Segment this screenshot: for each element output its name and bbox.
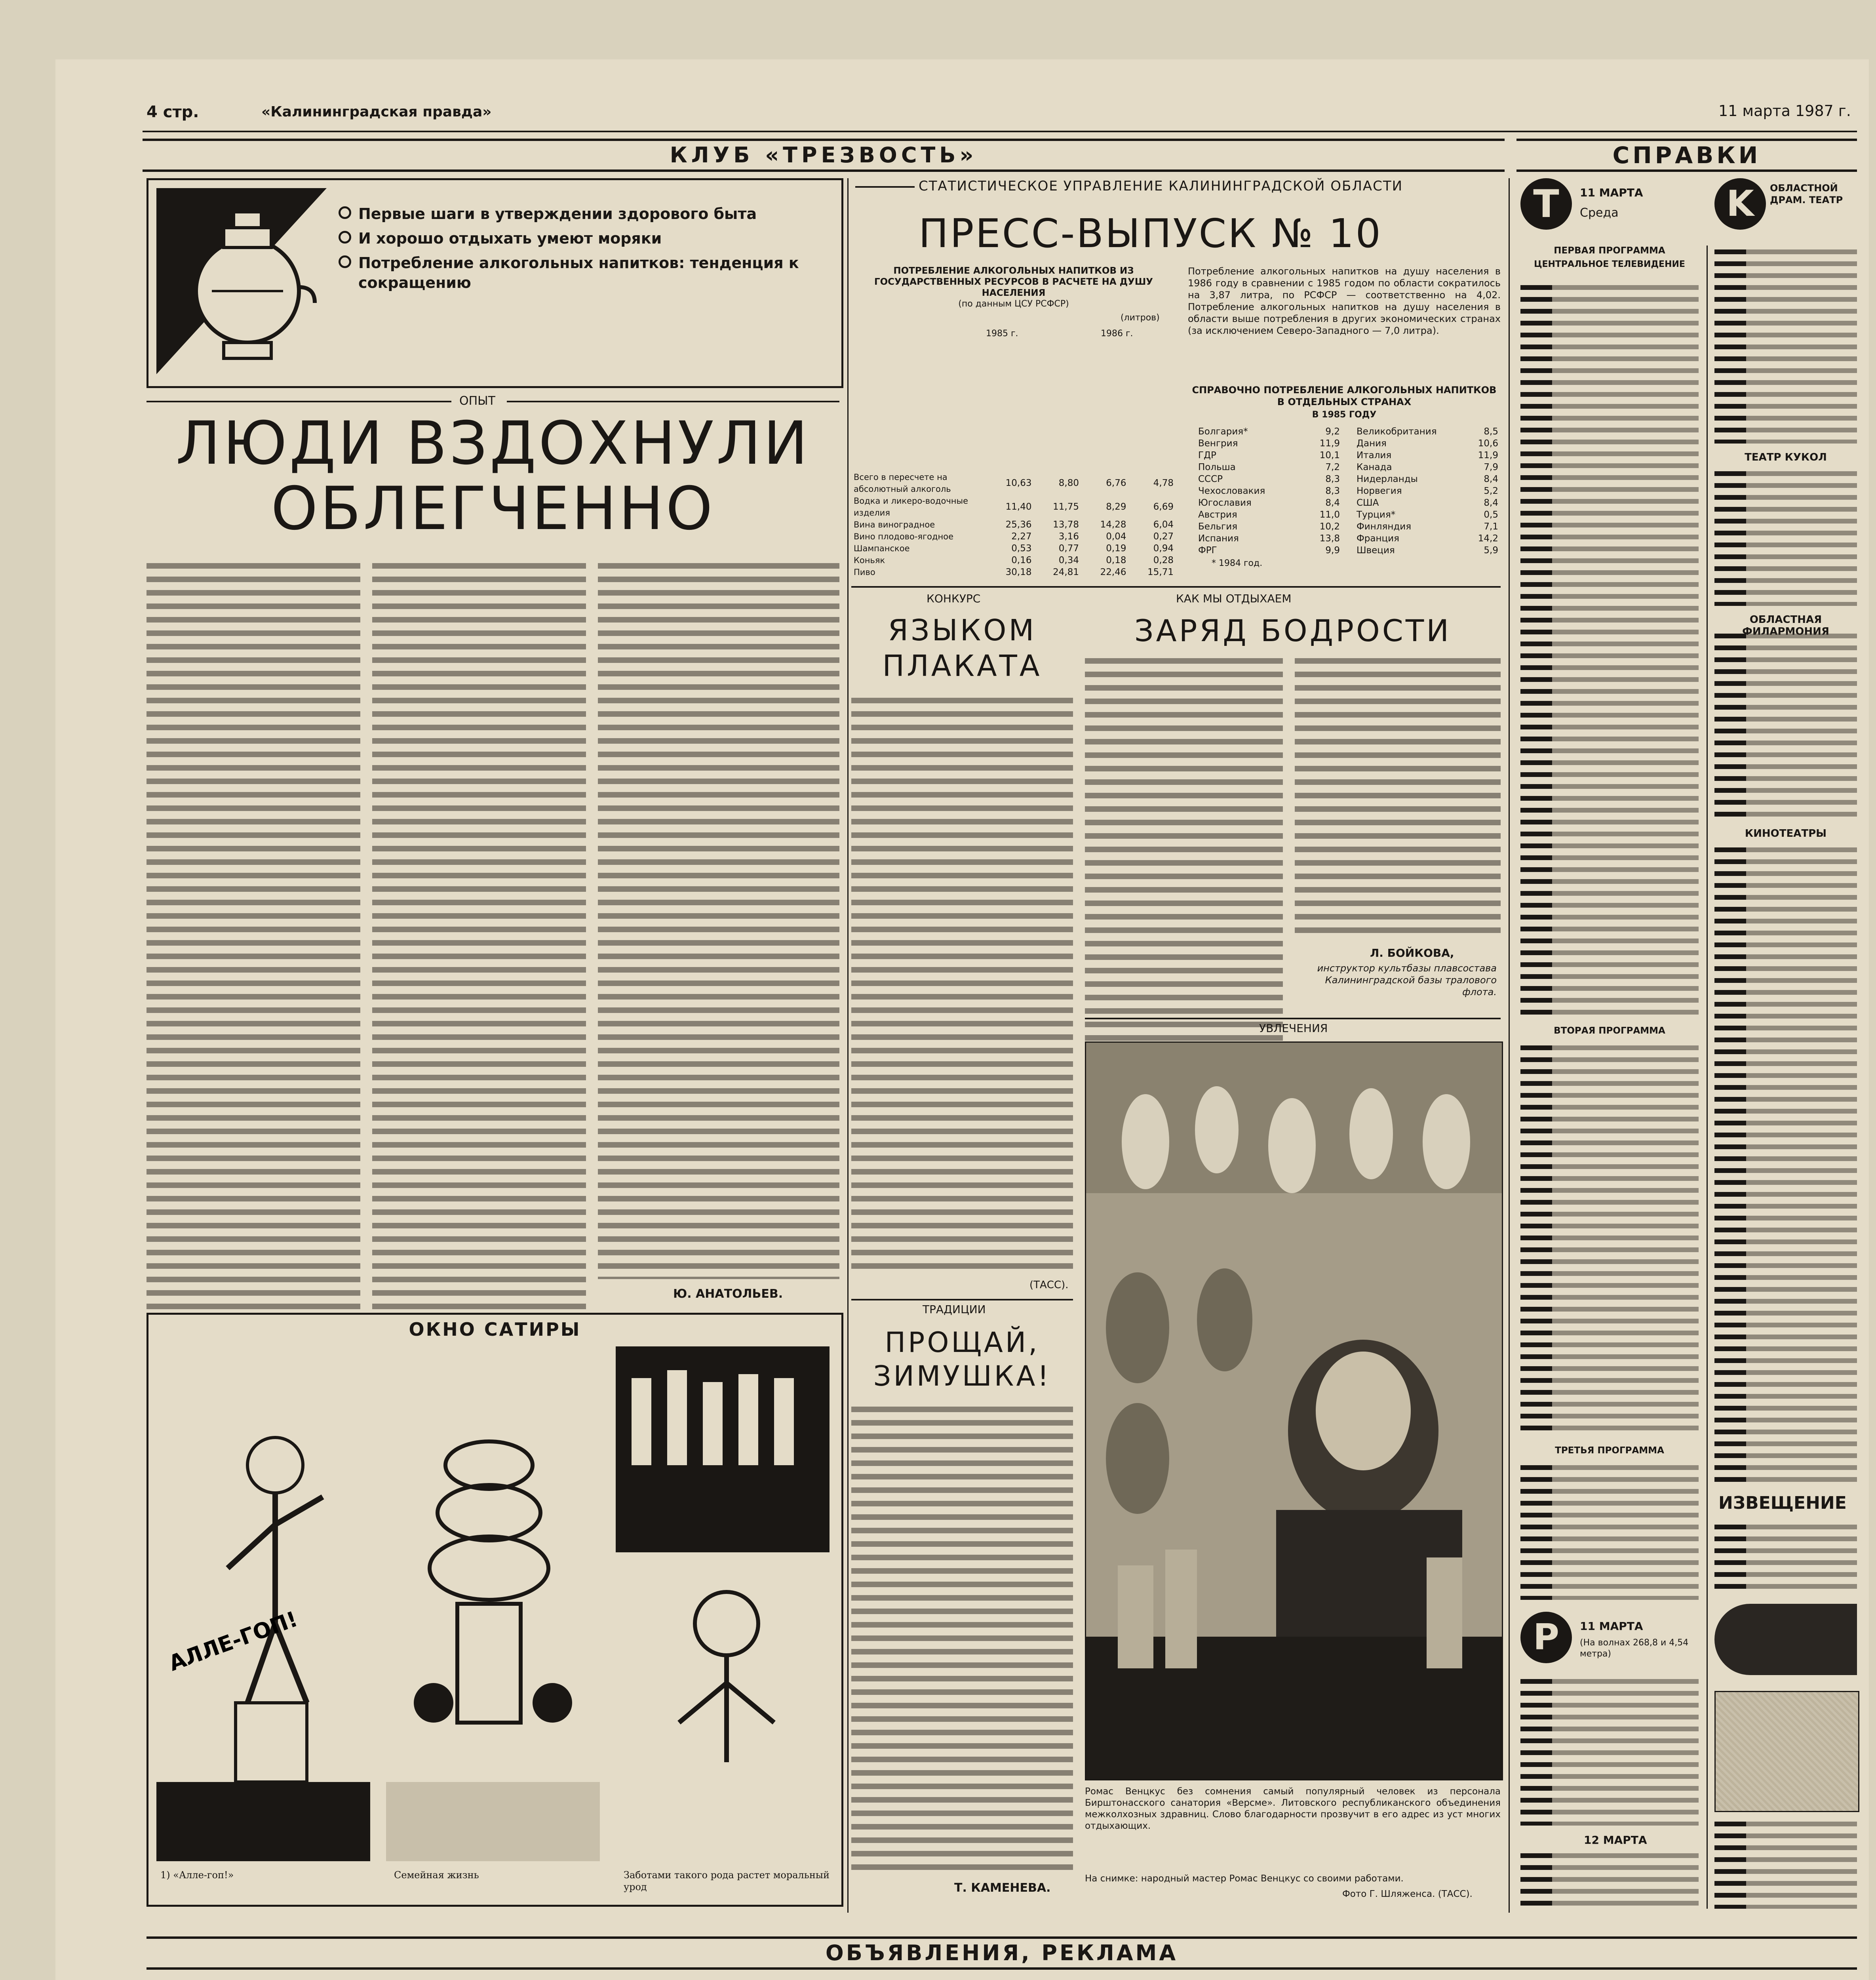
table1-unit: (литров) [1121, 313, 1160, 323]
table1-cell: 11,40 [1005, 502, 1032, 512]
satire-box [147, 1313, 843, 1907]
section-rule [851, 586, 1501, 588]
section-rule [1085, 1018, 1501, 1019]
rubric-rule [147, 401, 451, 402]
table2-cell: ГДР [1198, 450, 1216, 461]
column-rule [847, 178, 849, 1913]
table1-row [851, 519, 1176, 531]
table2-row [1354, 473, 1501, 485]
rest-author: Л. БОЙКОВА, [1370, 946, 1454, 960]
program-1: ПЕРВАЯ ПРОГРАММА [1554, 246, 1665, 256]
table2-row [1196, 497, 1342, 509]
table2-row [1354, 461, 1501, 473]
cartoon-caption: Заботами такого рода растет моральный урод [624, 1870, 830, 1892]
table2-cell: 14,2 [1478, 533, 1498, 544]
table2-footnote: * 1984 год. [1212, 558, 1263, 568]
table1-cell: Вина виноградное [854, 520, 935, 529]
table1-cell: 0,19 [1106, 543, 1126, 554]
table2-cell: Чехословакия [1198, 486, 1265, 496]
cartoon-caption: 1) «Алле-гоп!» [160, 1870, 234, 1881]
press-agency: СТАТИСТИЧЕСКОЕ УПРАВЛЕНИЕ КАЛИНИНГРАДСКОЙ ОБЛАСТИ [919, 178, 1403, 194]
program-2: ВТОРАЯ ПРОГРАММА [1554, 1026, 1665, 1036]
table2-cell: 5,2 [1484, 486, 1498, 496]
tv-day: 11 МАРТА [1580, 186, 1643, 199]
photo-caption: Ромас Венцкус без сомнения самый популярный человек из персонала Бирштонасского санатория «Версме». Литовского республиканского объединения межколхозных здравниц. Слово благодарности прозвучит в его адрес из уст многих отдыхающих. [1085, 1786, 1501, 1831]
photo-craftsman [1085, 1041, 1503, 1780]
masthead-rule [143, 131, 1857, 132]
tradition-title-2: ЗИМУШКА! [873, 1360, 1051, 1392]
philharmonic-listing [1714, 630, 1857, 820]
table2-row [1196, 521, 1342, 533]
table1-cell: 8,80 [1058, 478, 1079, 488]
table2-row [1196, 473, 1342, 485]
radio-day: 11 МАРТА [1580, 1620, 1643, 1633]
tradition-title-1: ПРОЩАЙ, [885, 1326, 1040, 1359]
table2-cell: 11,9 [1478, 450, 1498, 461]
table1-row [851, 531, 1176, 543]
club-bullet: Первые шаги в утверждении здорового быта [339, 204, 826, 224]
table2-cell: Венгрия [1198, 438, 1238, 449]
rest-body [1295, 653, 1501, 939]
theatre-logo-icon: K [1714, 178, 1766, 230]
table2-cell: 9,2 [1325, 426, 1340, 437]
table2-row [1354, 533, 1501, 544]
tv-listing [1520, 1041, 1699, 1437]
column-rule [1707, 246, 1708, 1909]
table2-row [1196, 509, 1342, 521]
table2-title: СПРАВОЧНО ПОТРЕБЛЕНИЕ АЛКОГОЛЬНЫХ НАПИТКОВ В ОТДЕЛЬНЫХ СТРАНАХ [1192, 385, 1497, 407]
table2-cell: Югославия [1198, 498, 1252, 508]
radio-waves: (На волнах 268,8 и 4,54 метра) [1580, 1638, 1689, 1659]
table2-right [1354, 426, 1501, 556]
table1-row [851, 543, 1176, 554]
table1-cell: Вино плодово-ягодное [854, 532, 954, 541]
rubric-opyt: ОПЫТ [459, 394, 495, 408]
section-rule [851, 1299, 1073, 1300]
tv-listing [1520, 1461, 1699, 1600]
tv-weekday: Среда [1580, 206, 1619, 220]
headline-line-1: ЛЮДИ ВЗДОХНУЛИ [175, 409, 811, 478]
club-title: КЛУБ «ТРЕЗВОСТЬ» [670, 143, 978, 168]
table2-cell: Норвегия [1357, 486, 1402, 496]
page-number: 4 стр. [147, 103, 199, 121]
photo-credit: Фото Г. Шляженса. (ТАСС). [1342, 1889, 1473, 1899]
table2-cell: 10,1 [1319, 450, 1340, 461]
table1-year: 1985 г. [986, 329, 1018, 339]
photo-note: На снимке: народный мастер Ромас Венцкус со своими работами. [1085, 1873, 1404, 1884]
table2-row [1354, 509, 1501, 521]
table2-cell: Испания [1198, 533, 1239, 544]
table1-cell: Всего в пересчете на абсолютный алкоголь [854, 472, 951, 494]
table1-cell: Шампанское [854, 544, 910, 553]
table1-cell: 30,18 [1005, 567, 1032, 577]
table2-cell: Великобритания [1357, 426, 1437, 437]
headline-line-2: ОБЛЕГЧЕННО [271, 474, 715, 543]
article-column [372, 558, 586, 1311]
rest-author-role: инструктор культбазы плавсостава Калининградской базы тралового флота. [1317, 963, 1497, 998]
table1-cell: 6,04 [1153, 520, 1174, 530]
table2-row [1354, 426, 1501, 438]
table1-cell: 22,46 [1100, 567, 1126, 577]
cinemas-title: КИНОТЕАТРЫ [1745, 828, 1827, 840]
table1-cell: 0,28 [1153, 555, 1174, 565]
table1-row [851, 554, 1176, 566]
newspaper-page [55, 59, 1869, 1980]
svg-text:АЛЛЕ-ГОП!: АЛЛЕ-ГОП! [165, 1606, 301, 1676]
table2-cell: Дания [1357, 438, 1387, 449]
table2-row [1196, 449, 1342, 461]
contest-title-1: ЯЗЫКОМ [888, 613, 1037, 647]
press-lead: Потребление алкогольных напитков на душу населения в 1986 году в сравнении с 1985 годом по области сократилось на 3,87 литра, по РСФСР — соответственно на 4,02. Потребление алкогольных напитков на душу населения в области выше потребления в других экономических странах (за исключением Северо-Западного — 7,0 литра). [1188, 266, 1501, 336]
table2-cell: 11,0 [1319, 510, 1340, 520]
rest-title: ЗАРЯД БОДРОСТИ [1134, 613, 1452, 648]
table1-year: 1986 г. [1101, 329, 1133, 339]
table2-row [1196, 461, 1342, 473]
table1-cell: 14,28 [1100, 520, 1126, 530]
cartoon-caption: Семейная жизнь [394, 1870, 479, 1881]
ads-title: ОБЪЯВЛЕНИЯ, РЕКЛАМА [825, 1940, 1178, 1965]
table1-cell: 6,69 [1153, 502, 1174, 512]
table1-cell: 2,27 [1011, 531, 1032, 542]
radio-day-2: 12 МАРТА [1584, 1833, 1647, 1847]
table2-cell: США [1357, 498, 1379, 508]
notice-title: ИЗВЕЩЕНИЕ [1718, 1493, 1847, 1513]
philharmonic-title: ОБЛАСТНАЯ [1749, 614, 1822, 626]
contest-body [851, 693, 1073, 1271]
table2-cell: Финляндия [1357, 522, 1412, 532]
table1 [851, 471, 1176, 578]
table1-cell: Водка и ликеро-водочные изделия [854, 496, 968, 518]
table2-cell: Нидерланды [1357, 474, 1418, 484]
tradition-author: Т. КАМЕНЕВА. [954, 1881, 1051, 1895]
table2-cell: Италия [1357, 450, 1392, 461]
table1-cell: 11,75 [1053, 502, 1079, 512]
table1-note: (по данным ЦСУ РСФСР) [958, 299, 1069, 309]
table1-cell: 0,94 [1153, 543, 1174, 554]
table2-cell: 8,4 [1325, 498, 1340, 508]
paper-name: «Калининградская правда» [261, 104, 492, 120]
rubric-contest: КОНКУРС [927, 592, 981, 605]
article-column [598, 558, 839, 1279]
table1-cell: Пиво [854, 567, 875, 577]
table2-cell: 10,2 [1319, 522, 1340, 532]
club-header-bar [143, 139, 1505, 172]
column-rule [1509, 178, 1510, 1913]
table1-cell: 13,78 [1053, 520, 1079, 530]
ads-header-bar [147, 1936, 1857, 1970]
theatre-listing [1714, 246, 1857, 444]
table2-row [1354, 449, 1501, 461]
table2-cell: 8,3 [1325, 486, 1340, 496]
article-author: Ю. АНАТОЛЬЕВ. [673, 1287, 783, 1301]
table2-cell: 8,5 [1484, 426, 1498, 437]
weather-map-image [1714, 1691, 1859, 1812]
article-column [147, 558, 360, 1311]
weather-logo-icon [1714, 1604, 1857, 1675]
table2-cell: Бельгия [1198, 522, 1238, 532]
rubric-rule [507, 401, 839, 402]
table2-left [1196, 426, 1342, 556]
notice-body [1714, 1521, 1857, 1592]
contest-title-2: ПЛАКАТА [882, 649, 1042, 683]
samovar-emblem [156, 188, 327, 374]
central-tv: ЦЕНТРАЛЬНОЕ ТЕЛЕВИДЕНИЕ [1534, 259, 1685, 269]
info-title: СПРАВКИ [1612, 142, 1761, 169]
table1-cell: 0,16 [1011, 555, 1032, 565]
program-3: ТРЕТЬЯ ПРОГРАММА [1555, 1445, 1664, 1456]
table2-row [1196, 426, 1342, 438]
rubric-tradition: ТРАДИЦИИ [923, 1303, 986, 1316]
tv-listing [1520, 281, 1699, 1018]
table2-cell: Польша [1198, 462, 1236, 472]
puppet-title: ТЕАТР КУКОЛ [1745, 451, 1827, 463]
weather-text [1714, 1818, 1857, 1909]
table2-cell: 0,5 [1484, 510, 1498, 520]
issue-date: 11 марта 1987 г. [1718, 102, 1851, 120]
table2-cell: Болгария* [1198, 426, 1248, 437]
table2-cell: 7,9 [1484, 462, 1498, 472]
table1-cell: Коньяк [854, 556, 885, 565]
table1-cell: 6,76 [1106, 478, 1126, 488]
table1-row [851, 495, 1176, 519]
table2-row [1354, 497, 1501, 509]
press-rule [855, 186, 915, 188]
rubric-rest: КАК МЫ ОТДЫХАЕМ [1176, 592, 1292, 605]
table1-cell: 10,63 [1005, 478, 1032, 488]
club-bullet: Потребление алкогольных напитков: тенденция к сокращению [339, 253, 826, 293]
rubric-hobby: УВЛЕЧЕНИЯ [1259, 1022, 1328, 1035]
info-header-bar [1516, 139, 1857, 172]
table2-row [1196, 485, 1342, 497]
table2-row [1196, 438, 1342, 449]
tv-logo-icon: T [1520, 178, 1572, 230]
table1-title: ПОТРЕБЛЕНИЕ АЛКОГОЛЬНЫХ НАПИТКОВ ИЗ ГОСУДАРСТВЕННЫХ РЕСУРСОВ В РАСЧЕТЕ НА ДУШУ НАСЕЛЕНИЯ [874, 266, 1153, 298]
press-title: ПРЕСС-ВЫПУСК № 10 [919, 210, 1383, 257]
table2-row [1354, 438, 1501, 449]
cartoon-family [386, 1346, 600, 1861]
table2-cell: 8,4 [1484, 474, 1498, 484]
table2-cell: Швеция [1357, 545, 1395, 556]
radio-listing [1520, 1849, 1699, 1909]
table2-row [1354, 544, 1501, 556]
table1-cell: 15,71 [1147, 567, 1174, 577]
radio-listing [1520, 1675, 1699, 1826]
table1-cell: 0,77 [1058, 543, 1079, 554]
table2-cell: ФРГ [1198, 545, 1217, 556]
cartoon-acrobat [156, 1346, 370, 1861]
table1-cell: 3,16 [1058, 531, 1079, 542]
table1-cell: 0,27 [1153, 531, 1174, 542]
table2-cell: 11,9 [1319, 438, 1340, 449]
table2-cell: Австрия [1198, 510, 1237, 520]
table1-cell: 4,78 [1153, 478, 1174, 488]
table2-subtitle: В 1985 ГОДУ [1312, 410, 1377, 420]
club-bullet: И хорошо отдыхать умеют моряки [339, 228, 826, 248]
table1-cell: 24,81 [1053, 567, 1079, 577]
tradition-body [851, 1402, 1073, 1873]
cartoon-bottles [616, 1346, 830, 1861]
table2-row [1196, 533, 1342, 544]
table2-row [1196, 544, 1342, 556]
table1-cell: 0,53 [1011, 543, 1032, 554]
table2-row [1354, 521, 1501, 533]
table2-cell: Канада [1357, 462, 1392, 472]
table2-cell: 7,2 [1325, 462, 1340, 472]
table1-cell: 0,34 [1058, 555, 1079, 565]
table1-row [851, 471, 1176, 495]
puppet-listing [1714, 467, 1857, 606]
club-intro-box [147, 178, 843, 388]
table1-cell: 25,36 [1005, 520, 1032, 530]
satire-title: ОКНО САТИРЫ [409, 1319, 581, 1340]
theatre-title: ОБЛАСТНОЙ ДРАМ. ТЕАТР [1770, 183, 1843, 206]
table1-cell: 0,04 [1106, 531, 1126, 542]
table2-cell: Турция* [1357, 510, 1396, 520]
table2-cell: 5,9 [1484, 545, 1498, 556]
rest-body [1085, 653, 1283, 1049]
table2-cell: 8,3 [1325, 474, 1340, 484]
table1-row [851, 566, 1176, 578]
table2-cell: Франция [1357, 533, 1399, 544]
contest-source: (ТАСС). [1029, 1279, 1069, 1291]
table2-cell: 7,1 [1484, 522, 1498, 532]
table2-cell: 13,8 [1319, 533, 1340, 544]
cinemas-listing [1714, 843, 1857, 1485]
table2-row [1354, 485, 1501, 497]
table1-cell: 0,18 [1106, 555, 1126, 565]
radio-logo-icon: P [1520, 1612, 1572, 1663]
table1-cell: 8,29 [1106, 502, 1126, 512]
table2-cell: 10,6 [1478, 438, 1498, 449]
table2-cell: 9,9 [1325, 545, 1340, 556]
table2-cell: СССР [1198, 474, 1223, 484]
table2-cell: 8,4 [1484, 498, 1498, 508]
